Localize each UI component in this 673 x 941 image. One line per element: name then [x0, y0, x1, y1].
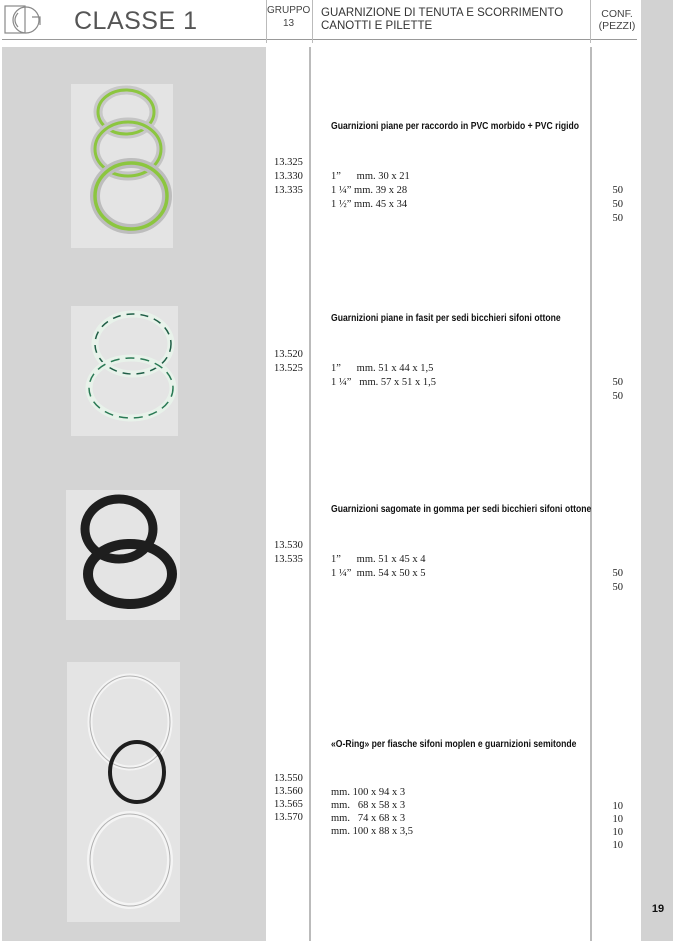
article-pack-qty: 50 [612, 391, 623, 402]
article-pack-qty: 50 [612, 377, 623, 388]
green-flat-gaskets-image [71, 84, 173, 248]
article-pack-qty: 10 [612, 827, 623, 838]
article-pack-qty: 50 [612, 213, 623, 224]
article-size: 1 ¼” mm. 39 x 28 [331, 185, 408, 196]
group-label-text: GRUPPO [267, 5, 311, 16]
header-separator [590, 0, 591, 43]
article-pack-qty: 10 [612, 840, 623, 851]
article-code: 13.560 [274, 786, 303, 797]
black-rubber-gaskets-image [66, 490, 180, 620]
article-pack-qty: 10 [612, 814, 623, 825]
article-size: mm. 100 x 94 x 3 [331, 787, 406, 798]
product-photo-rubber-gaskets [66, 490, 180, 620]
product-photo-pvc-gaskets [71, 84, 173, 248]
product-photo-fasit-gaskets [71, 306, 178, 436]
article-code: 13.335 [274, 185, 303, 196]
article-code: 13.530 [274, 540, 303, 551]
article-code: 13.525 [274, 363, 303, 374]
header-separator [312, 0, 313, 43]
conf-label: CONF. [601, 8, 633, 20]
article-code: 13.325 [274, 157, 303, 168]
section-title: Guarnizioni sagomate in gomma per sedi bicchieri sifoni ottone [331, 503, 592, 515]
article-code: 13.565 [274, 799, 303, 810]
article-size: 1 ¼” mm. 57 x 51 x 1,5 [331, 377, 436, 388]
catalog-section-title [321, 7, 591, 33]
class-title: CLASSE 1 [74, 7, 198, 35]
page-number: 19 [651, 903, 665, 915]
group-label [267, 4, 310, 30]
section-title: «O-Ring» per fiasche sifoni moplen e guarnizioni semitonde [331, 738, 577, 750]
page-edge-strip [641, 0, 673, 941]
header-separator [266, 0, 267, 43]
product-photo-o-rings [67, 662, 180, 922]
article-pack-qty: 50 [612, 568, 623, 579]
article-pack-qty: 50 [612, 185, 623, 196]
packaging-header [595, 8, 639, 32]
column-divider [590, 47, 592, 941]
header-divider [2, 39, 637, 40]
article-pack-qty: 10 [612, 801, 623, 812]
title-line-2: CANOTTI E PILETTE [321, 20, 433, 32]
o-rings-image [67, 662, 180, 922]
article-size: mm. 74 x 68 x 3 [331, 813, 406, 824]
article-size: 1 ½” mm. 45 x 34 [331, 199, 408, 210]
conf-unit: (PEZZI) [598, 20, 636, 32]
article-size: 1” mm. 51 x 45 x 4 [331, 554, 426, 565]
article-size: mm. 100 x 88 x 3,5 [331, 826, 413, 837]
section-title: Guarnizioni piane per raccordo in PVC morbido + PVC rigido [331, 120, 580, 132]
article-size: 1 ¼” mm. 54 x 50 x 5 [331, 568, 426, 579]
article-code: 13.330 [274, 171, 303, 182]
article-pack-qty: 50 [612, 199, 623, 210]
title-line-1: GUARNIZIONE DI TENUTA E SCORRIMENTO [321, 7, 564, 19]
article-pack-qty: 50 [612, 582, 623, 593]
article-code: 13.535 [274, 554, 303, 565]
article-size: mm. 68 x 58 x 3 [331, 800, 406, 811]
article-size: 1” mm. 30 x 21 [331, 171, 410, 182]
article-size: 1” mm. 51 x 44 x 1,5 [331, 363, 434, 374]
brand-logo-icon [4, 4, 44, 36]
article-code: 13.570 [274, 812, 303, 823]
group-number: 13 [282, 18, 295, 29]
section-title: Guarnizioni piane in fasit per sedi bicchieri sifoni ottone [331, 312, 561, 324]
fasit-gaskets-image [71, 306, 178, 436]
article-code: 13.520 [274, 349, 303, 360]
article-code: 13.550 [274, 773, 303, 784]
